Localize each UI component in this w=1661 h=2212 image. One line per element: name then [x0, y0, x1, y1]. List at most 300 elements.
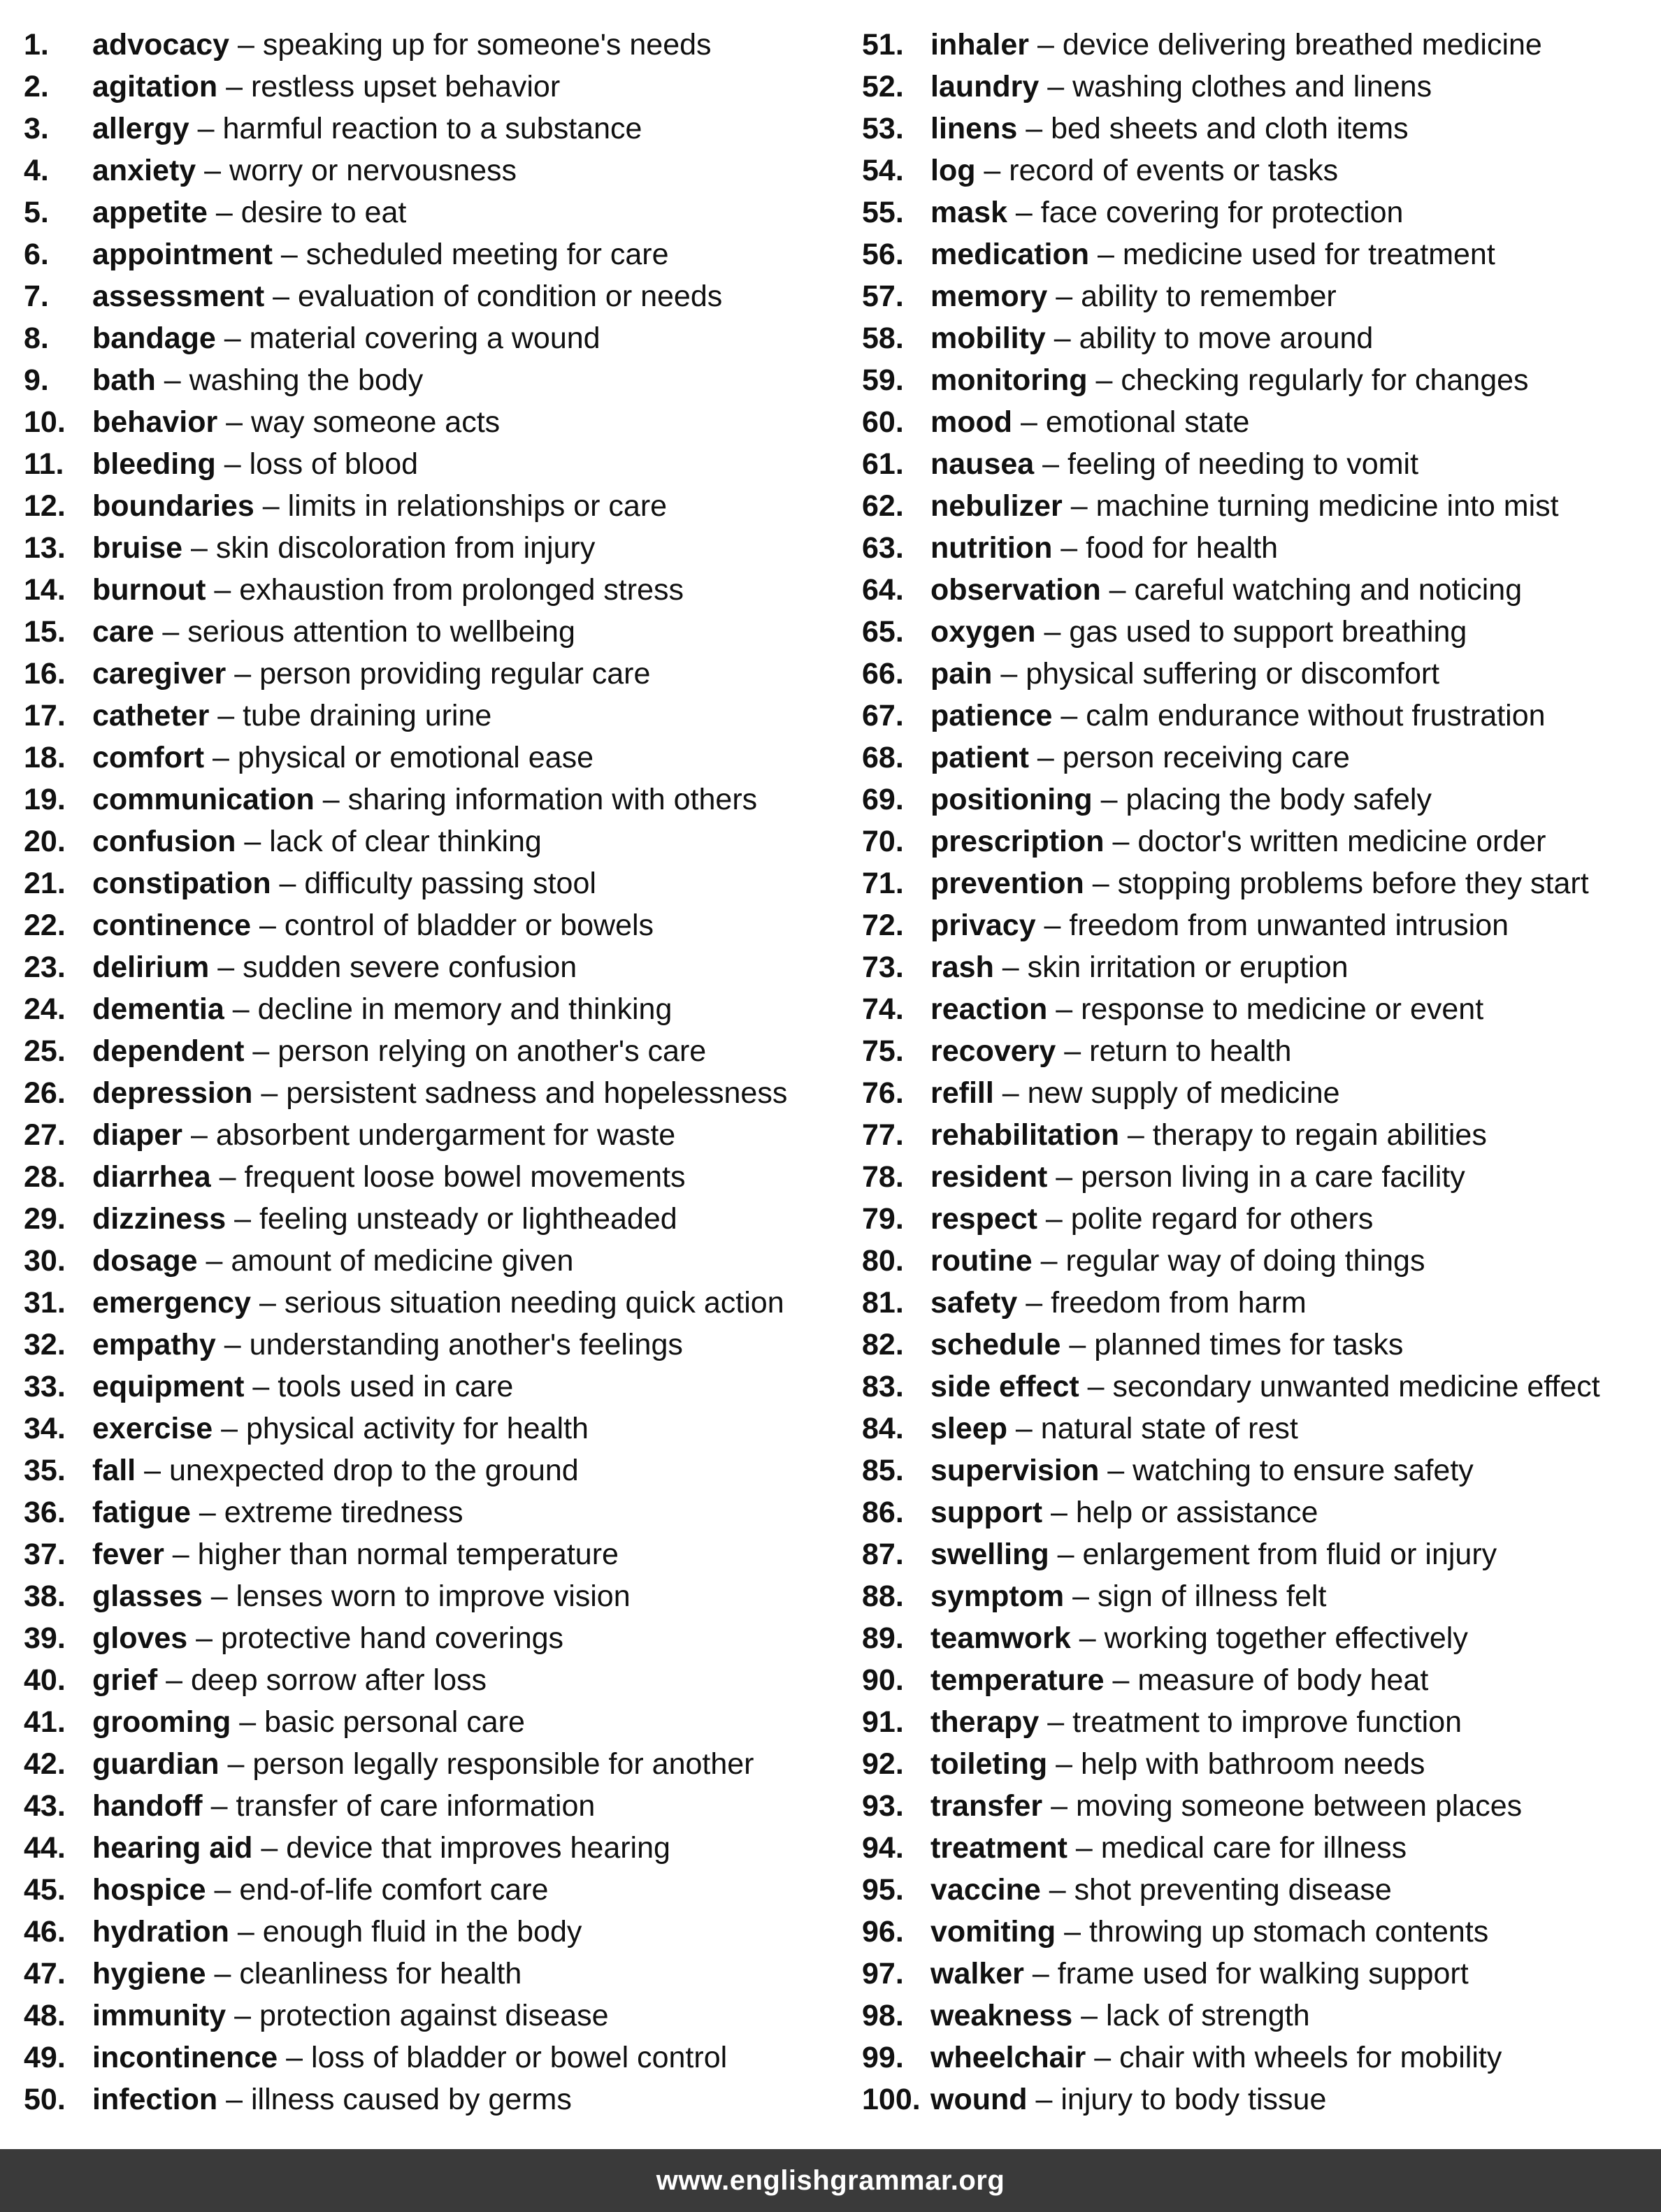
item-definition: protective hand coverings [221, 1621, 564, 1655]
item-separator: – [206, 1957, 240, 1990]
item-term: nutrition [930, 531, 1053, 565]
item-number: 51. [862, 28, 904, 62]
item-separator: – [1100, 573, 1135, 607]
item-term: hydration [92, 1915, 229, 1949]
item-term: confusion [92, 825, 236, 858]
item-separator: – [1023, 1957, 1058, 1990]
item-separator: – [1067, 1831, 1101, 1865]
item-separator: – [226, 657, 260, 691]
vocabulary-list [0, 24, 1661, 2116]
item-term: swelling [930, 1538, 1049, 1571]
item-separator: – [1027, 2083, 1061, 2116]
vocabulary-item [24, 695, 849, 737]
vocabulary-item [862, 1366, 1661, 1408]
item-separator: – [189, 112, 223, 145]
item-separator: – [209, 950, 243, 984]
vocabulary-item [862, 485, 1661, 527]
item-term: fatigue [92, 1496, 191, 1529]
item-definition: basic personal care [264, 1705, 525, 1739]
item-number: 71. [862, 867, 904, 900]
item-number: 76. [862, 1076, 904, 1110]
vocabulary-item [24, 611, 849, 653]
item-number: 94. [862, 1831, 904, 1865]
item-number: 64. [862, 573, 904, 607]
vocabulary-item [24, 24, 849, 66]
item-term: equipment [92, 1370, 245, 1403]
item-separator: – [1072, 1999, 1107, 2032]
vocabulary-item [24, 737, 849, 779]
vocabulary-item [24, 946, 849, 988]
item-number: 82. [862, 1328, 904, 1361]
item-separator: – [207, 196, 241, 229]
item-term: medication [930, 238, 1089, 271]
vocabulary-item [862, 1282, 1661, 1324]
item-number: 26. [24, 1076, 66, 1110]
item-number: 30. [24, 1244, 66, 1278]
item-term: positioning [930, 783, 1093, 816]
item-number: 12. [24, 489, 66, 523]
item-number: 89. [862, 1621, 904, 1655]
item-term: emergency [92, 1286, 252, 1320]
item-separator: – [264, 280, 299, 313]
item-number: 98. [862, 1999, 904, 2032]
vocabulary-item [24, 1156, 849, 1198]
vocabulary-item [862, 1659, 1661, 1701]
item-number: 55. [862, 196, 904, 229]
item-number: 31. [24, 1286, 66, 1320]
vocabulary-item [862, 1911, 1661, 1953]
item-separator: – [1092, 783, 1126, 816]
item-definition: bed sheets and cloth items [1051, 112, 1409, 145]
item-term: immunity [92, 1999, 226, 2032]
item-separator: – [251, 909, 285, 942]
item-definition: lenses worn to improve vision [236, 1580, 631, 1613]
item-definition: sudden severe confusion [243, 950, 577, 984]
item-definition: enough fluid in the body [262, 1915, 582, 1949]
item-definition: stopping problems before they start [1117, 867, 1589, 900]
item-number: 15. [24, 615, 66, 649]
item-definition: working together effectively [1104, 1621, 1468, 1655]
item-term: infection [92, 2083, 218, 2116]
item-term: glasses [92, 1580, 203, 1613]
item-definition: measure of body heat [1137, 1663, 1429, 1697]
item-term: laundry [930, 70, 1040, 103]
item-number: 72. [862, 909, 904, 942]
item-definition: worry or nervousness [229, 154, 517, 187]
item-separator: – [244, 1034, 278, 1068]
item-term: linens [930, 112, 1018, 145]
item-separator: – [155, 363, 189, 397]
vocabulary-item [24, 1198, 849, 1240]
vocabulary-item [24, 862, 849, 904]
item-term: therapy [930, 1705, 1040, 1739]
item-number: 39. [24, 1621, 66, 1655]
item-number: 75. [862, 1034, 904, 1068]
vocabulary-item [862, 275, 1661, 317]
item-definition: feeling of needing to vomit [1067, 447, 1419, 481]
item-separator: – [1035, 909, 1070, 942]
item-number: 42. [24, 1747, 66, 1781]
item-separator: – [1017, 1286, 1051, 1320]
vocabulary-item [862, 988, 1661, 1030]
vocabulary-item [862, 108, 1661, 150]
vocabulary-item [24, 1827, 849, 1869]
item-number: 1. [24, 28, 49, 62]
item-term: recovery [930, 1034, 1056, 1068]
item-definition: throwing up stomach contents [1088, 1915, 1489, 1949]
item-definition: material covering a wound [249, 321, 601, 355]
vocabulary-item [862, 1030, 1661, 1072]
item-term: caregiver [92, 657, 226, 691]
vocabulary-column-right [862, 24, 1661, 2120]
item-term: exercise [92, 1412, 213, 1445]
vocabulary-item [24, 443, 849, 485]
item-term: wound [930, 2083, 1028, 2116]
item-separator: – [164, 1538, 198, 1571]
vocabulary-item [24, 1408, 849, 1450]
vocabulary-item [862, 569, 1661, 611]
item-separator: – [213, 1412, 246, 1445]
vocabulary-item [24, 1575, 849, 1617]
item-separator: – [204, 741, 238, 774]
item-term: bleeding [92, 447, 216, 481]
item-separator: – [1028, 741, 1063, 774]
item-definition: person legally responsible for another [252, 1747, 754, 1781]
item-definition: doctor's written medicine order [1137, 825, 1546, 858]
item-definition: way someone acts [251, 405, 501, 439]
item-term: handoff [92, 1789, 203, 1823]
item-definition: chair with wheels for mobility [1119, 2041, 1502, 2074]
item-term: catheter [92, 699, 210, 732]
vocabulary-item [862, 1869, 1661, 1911]
vocabulary-item [24, 1617, 849, 1659]
item-term: sleep [930, 1412, 1007, 1445]
item-separator: – [1017, 112, 1051, 145]
item-definition: serious attention to wellbeing [187, 615, 575, 649]
vocabulary-item [24, 1743, 849, 1785]
item-separator: – [1040, 1873, 1074, 1907]
item-separator: – [1039, 70, 1073, 103]
item-number: 14. [24, 573, 66, 607]
item-number: 100. [862, 2083, 921, 2116]
item-definition: freedom from harm [1051, 1286, 1307, 1320]
item-definition: transfer of care information [236, 1789, 596, 1823]
item-separator: – [217, 405, 252, 439]
item-term: allergy [92, 112, 189, 145]
vocabulary-item [24, 1869, 849, 1911]
item-term: privacy [930, 909, 1036, 942]
item-separator: – [229, 1915, 263, 1949]
vocabulary-item [862, 150, 1661, 191]
item-separator: – [252, 1076, 287, 1110]
vocabulary-item [862, 1785, 1661, 1827]
item-number: 5. [24, 196, 49, 229]
item-definition: injury to body tissue [1060, 2083, 1327, 2116]
vocabulary-item [24, 108, 849, 150]
item-number: 38. [24, 1580, 66, 1613]
item-definition: sign of illness felt [1097, 1580, 1327, 1613]
item-number: 37. [24, 1538, 66, 1571]
item-definition: checking regularly for changes [1121, 363, 1529, 397]
footer-website-link[interactable]: www.englishgrammar.org [656, 2164, 1005, 2196]
item-number: 53. [862, 112, 904, 145]
vocabulary-item [24, 569, 849, 611]
item-separator: – [1056, 1915, 1089, 1949]
item-number: 87. [862, 1538, 904, 1571]
item-number: 33. [24, 1370, 66, 1403]
vocabulary-item [862, 1450, 1661, 1491]
vocabulary-item [24, 1072, 849, 1114]
item-separator: – [1047, 1160, 1081, 1194]
item-separator: – [190, 1496, 224, 1529]
item-definition: end-of-life comfort care [239, 1873, 549, 1907]
item-separator: – [187, 1621, 222, 1655]
item-term: resident [930, 1160, 1048, 1194]
item-definition: cleanliness for health [239, 1957, 522, 1990]
item-separator: – [1052, 699, 1086, 732]
item-number: 8. [24, 321, 49, 355]
item-term: side effect [930, 1370, 1079, 1403]
item-term: bath [92, 363, 156, 397]
item-separator: – [226, 1999, 259, 2032]
vocabulary-item [862, 233, 1661, 275]
item-definition: persistent sadness and hopelessness [286, 1076, 788, 1110]
item-definition: placing the body safely [1126, 783, 1432, 816]
item-number: 97. [862, 1957, 904, 1990]
item-term: toileting [930, 1747, 1048, 1781]
item-term: bruise [92, 531, 183, 565]
item-term: log [930, 154, 976, 187]
item-number: 88. [862, 1580, 904, 1613]
item-number: 9. [24, 363, 49, 397]
vocabulary-item [24, 988, 849, 1030]
item-term: bandage [92, 321, 216, 355]
item-definition: absorbent undergarment for waste [215, 1118, 676, 1152]
item-number: 92. [862, 1747, 904, 1781]
item-term: appointment [92, 238, 273, 271]
item-term: prevention [930, 867, 1084, 900]
item-definition: food for health [1086, 531, 1279, 565]
item-separator: – [1089, 238, 1123, 271]
item-separator: – [1037, 1202, 1071, 1236]
item-definition: ability to remember [1081, 280, 1337, 313]
item-definition: face covering for protection [1040, 196, 1404, 229]
item-number: 44. [24, 1831, 66, 1865]
item-number: 20. [24, 825, 66, 858]
item-definition: desire to eat [240, 196, 407, 229]
vocabulary-item [24, 2079, 849, 2120]
item-definition: tools used in care [278, 1370, 514, 1403]
item-definition: calm endurance without frustration [1086, 699, 1546, 732]
vocabulary-item [24, 1953, 849, 1995]
item-number: 45. [24, 1873, 66, 1907]
item-term: rehabilitation [930, 1118, 1119, 1152]
item-definition: skin discoloration from injury [215, 531, 596, 565]
item-term: mask [930, 196, 1007, 229]
item-number: 6. [24, 238, 49, 271]
item-definition: deep sorrow after loss [191, 1663, 487, 1697]
vocabulary-item [24, 359, 849, 401]
vocabulary-item [24, 233, 849, 275]
item-number: 35. [24, 1454, 66, 1487]
item-definition: physical or emotional ease [237, 741, 594, 774]
item-number: 91. [862, 1705, 904, 1739]
item-term: depression [92, 1076, 253, 1110]
vocabulary-item [862, 611, 1661, 653]
item-separator: – [1047, 280, 1081, 313]
vocabulary-item [862, 904, 1661, 946]
item-term: delirium [92, 950, 210, 984]
item-definition: help with bathroom needs [1081, 1747, 1425, 1781]
item-separator: – [197, 1244, 231, 1278]
vocabulary-item [862, 66, 1661, 108]
vocabulary-item [862, 1617, 1661, 1659]
item-term: transfer [930, 1789, 1043, 1823]
item-number: 32. [24, 1328, 66, 1361]
item-separator: – [236, 825, 270, 858]
item-number: 99. [862, 2041, 904, 2074]
item-separator: – [1045, 321, 1079, 355]
item-number: 80. [862, 1244, 904, 1278]
item-separator: – [314, 783, 348, 816]
item-number: 57. [862, 280, 904, 313]
item-separator: – [1007, 1412, 1041, 1445]
item-term: walker [930, 1957, 1024, 1990]
item-number: 49. [24, 2041, 66, 2074]
item-definition: protection against disease [259, 1999, 609, 2032]
item-term: advocacy [92, 28, 230, 62]
item-term: communication [92, 783, 315, 816]
vocabulary-item [24, 317, 849, 359]
vocabulary-item [24, 1533, 849, 1575]
item-term: comfort [92, 741, 205, 774]
item-definition: secondary unwanted medicine effect [1112, 1370, 1600, 1403]
item-term: empathy [92, 1328, 216, 1361]
item-separator: – [1052, 531, 1086, 565]
item-number: 68. [862, 741, 904, 774]
item-separator: – [272, 238, 306, 271]
footer-bar [0, 2149, 1661, 2212]
item-definition: understanding another's feelings [249, 1328, 683, 1361]
item-definition: scheduled meeting for care [305, 238, 669, 271]
vocabulary-item [862, 862, 1661, 904]
item-separator: – [1012, 405, 1046, 439]
item-number: 56. [862, 238, 904, 271]
item-separator: – [217, 70, 251, 103]
item-definition: device that improves hearing [286, 1831, 670, 1865]
vocabulary-item [24, 1659, 849, 1701]
item-number: 67. [862, 699, 904, 732]
item-separator: – [1104, 825, 1138, 858]
item-separator: – [219, 1747, 253, 1781]
vocabulary-item [862, 737, 1661, 779]
item-definition: skin irritation or eruption [1027, 950, 1349, 984]
item-number: 47. [24, 1957, 66, 1990]
item-definition: device delivering breathed medicine [1062, 28, 1542, 62]
vocabulary-item [862, 1953, 1661, 1995]
item-number: 79. [862, 1202, 904, 1236]
item-term: grooming [92, 1705, 231, 1739]
item-definition: decline in memory and thinking [257, 992, 673, 1026]
item-separator: – [1087, 363, 1121, 397]
item-definition: person relying on another's care [278, 1034, 707, 1068]
vocabulary-item [862, 317, 1661, 359]
item-number: 50. [24, 2083, 66, 2116]
item-number: 84. [862, 1412, 904, 1445]
item-separator: – [1086, 2041, 1120, 2074]
item-separator: – [1034, 447, 1068, 481]
item-term: assessment [92, 280, 265, 313]
item-term: pain [930, 657, 993, 691]
item-term: dosage [92, 1244, 198, 1278]
item-number: 11. [24, 447, 64, 481]
item-number: 69. [862, 783, 904, 816]
item-term: support [930, 1496, 1043, 1529]
vocabulary-item [24, 1282, 849, 1324]
item-number: 23. [24, 950, 66, 984]
item-term: teamwork [930, 1621, 1071, 1655]
item-separator: – [209, 699, 243, 732]
item-separator: – [182, 1118, 216, 1152]
item-term: patience [930, 699, 1053, 732]
vocabulary-item [24, 485, 849, 527]
item-term: schedule [930, 1328, 1061, 1361]
item-term: rash [930, 950, 994, 984]
item-separator: – [1047, 992, 1081, 1026]
vocabulary-item [24, 821, 849, 862]
item-definition: frame used for walking support [1057, 1957, 1469, 1990]
item-term: patient [930, 741, 1029, 774]
item-definition: sharing information with others [347, 783, 758, 816]
item-definition: tube draining urine [243, 699, 492, 732]
item-definition: person living in a care facility [1081, 1160, 1465, 1194]
vocabulary-item [862, 2079, 1661, 2120]
item-number: 85. [862, 1454, 904, 1487]
item-term: hearing aid [92, 1831, 253, 1865]
item-separator: – [1104, 1663, 1138, 1697]
vocabulary-item [862, 1995, 1661, 2037]
item-term: dependent [92, 1034, 245, 1068]
vocabulary-item [24, 1995, 849, 2037]
vocabulary-item [862, 779, 1661, 821]
item-separator: – [1099, 1454, 1133, 1487]
item-number: 16. [24, 657, 66, 691]
item-number: 48. [24, 1999, 66, 2032]
item-term: respect [930, 1202, 1037, 1236]
item-term: guardian [92, 1747, 220, 1781]
vocabulary-item [862, 1575, 1661, 1617]
item-separator: – [226, 1202, 259, 1236]
item-separator: – [1049, 1538, 1083, 1571]
item-definition: freedom from unwanted intrusion [1069, 909, 1509, 942]
vocabulary-item [862, 359, 1661, 401]
item-separator: – [271, 867, 305, 900]
item-term: fall [92, 1454, 136, 1487]
item-separator: – [229, 28, 263, 62]
item-number: 28. [24, 1160, 66, 1194]
item-definition: washing the body [189, 363, 424, 397]
item-separator: – [1070, 1621, 1105, 1655]
item-separator: – [215, 1328, 250, 1361]
item-definition: harmful reaction to a substance [222, 112, 642, 145]
vocabulary-item [862, 1533, 1661, 1575]
item-term: prescription [930, 825, 1105, 858]
item-separator: – [206, 1873, 240, 1907]
item-number: 24. [24, 992, 66, 1026]
vocabulary-item [24, 1324, 849, 1366]
item-number: 58. [862, 321, 904, 355]
vocabulary-item [24, 150, 849, 191]
